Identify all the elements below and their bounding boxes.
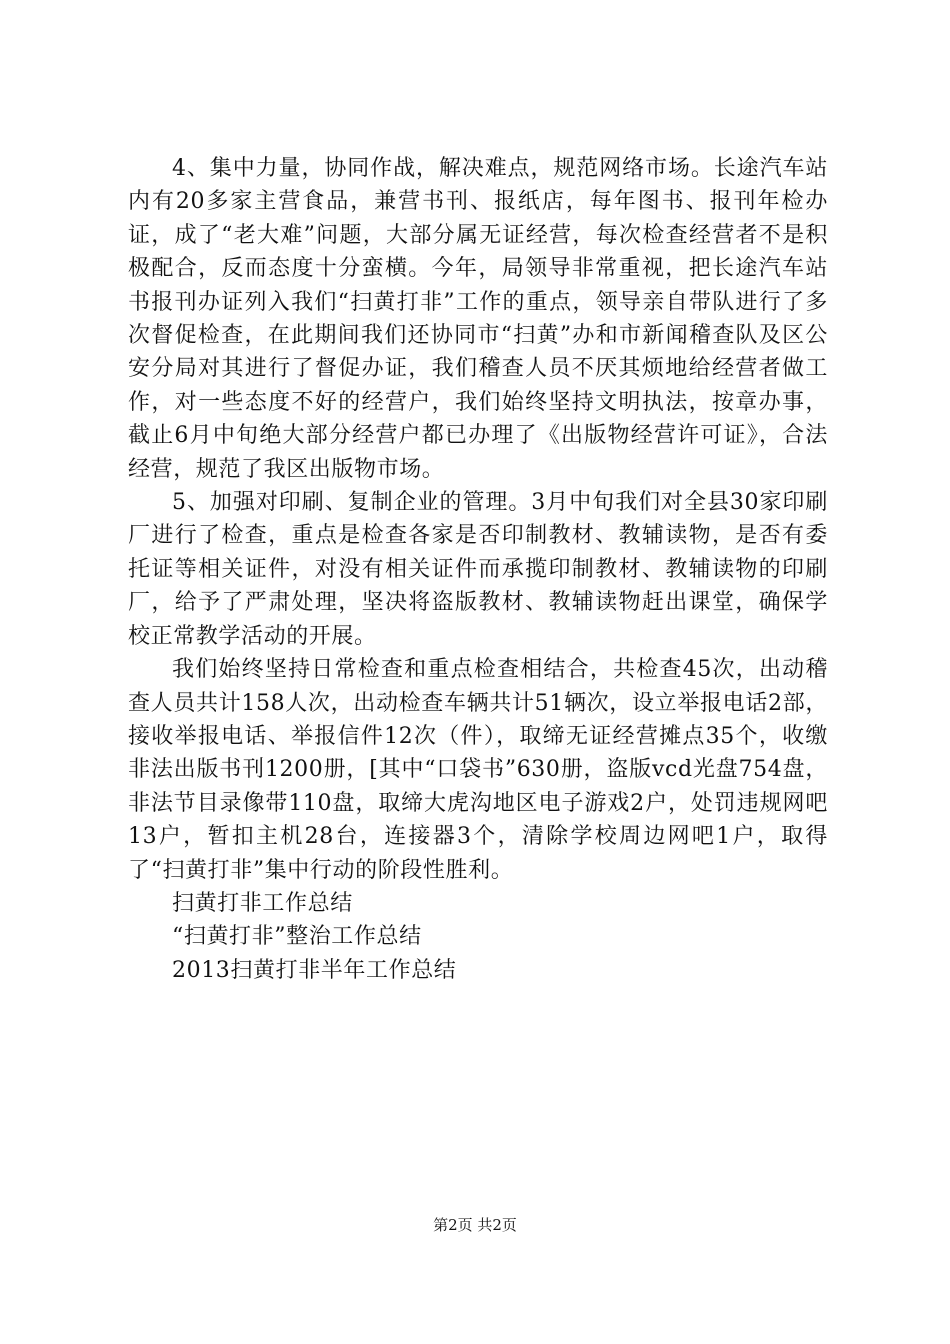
related-title-2: “扫黄打非”整治工作总结	[172, 924, 422, 950]
paragraph-inspection-summary: 我们始终坚持日常检查和重点检查相结合，共检查45次，出动稽查人员共计158人次，出动检查车辆共计51辆次，设立举报电话2部，接收举报电话、举报信件12次（件），取缔无证经营摊点35个，收缴非法出版书刊1200册，[其中“口袋书”630册，盗版vcd光盘754盘，非法节目录像带110盘，取缔大虎沟地区电子游戏2户，处罚违规网吧13户，暂扣主机28台，连接器3个，清除学校周边网吧1户，取得了“扫黄打非”集中行动的阶段性胜利。	[128, 657, 828, 883]
paragraph-market-regulation: 4、集中力量，协同作战，解决难点，规范网络市场。长途汽车站内有20多家主营食品，兼营书刊、报纸店，每年图书、报刊年检办证，成了“老大难”问题，大部分属无证经营，每次检查经营者不是积极配合，反而态度十分蛮横。今年，局领导非常重视，把长途汽车站书报刊办证列入我们“扫黄打非”工作的重点，领导亲自带队进行了多次督促检查，在此期间我们还协同市“扫黄”办和市新闻稽查队及区公安分局对其进行了督促办证，我们稽查人员不厌其烦地给经营者做工作，对一些态度不好的经营户，我们始终坚持文明执法，按章办事，截止6月中旬绝大部分经营户都已办理了《出版物经营许可证》，合法经营，规范了我区出版物市场。	[128, 156, 828, 482]
document-body	[128, 152, 828, 987]
related-title-3: 2013扫黄打非半年工作总结	[172, 957, 457, 983]
paragraph-printing-management: 5、加强对印刷、复制企业的管理。3月中旬我们对全县30家印刷厂进行了检查，重点是检查各家是否印制教材、教辅读物，是否有委托证等相关证件，对没有相关证件而承揽印制教材、教辅读物的印刷厂，给予了严肃处理，坚决将盗版教材、教辅读物赶出课堂，确保学校正常教学活动的开展。	[128, 490, 828, 649]
page-number-footer: 第2页 共2页	[433, 1216, 517, 1234]
related-title-1: 扫黄打非工作总结	[172, 890, 353, 916]
